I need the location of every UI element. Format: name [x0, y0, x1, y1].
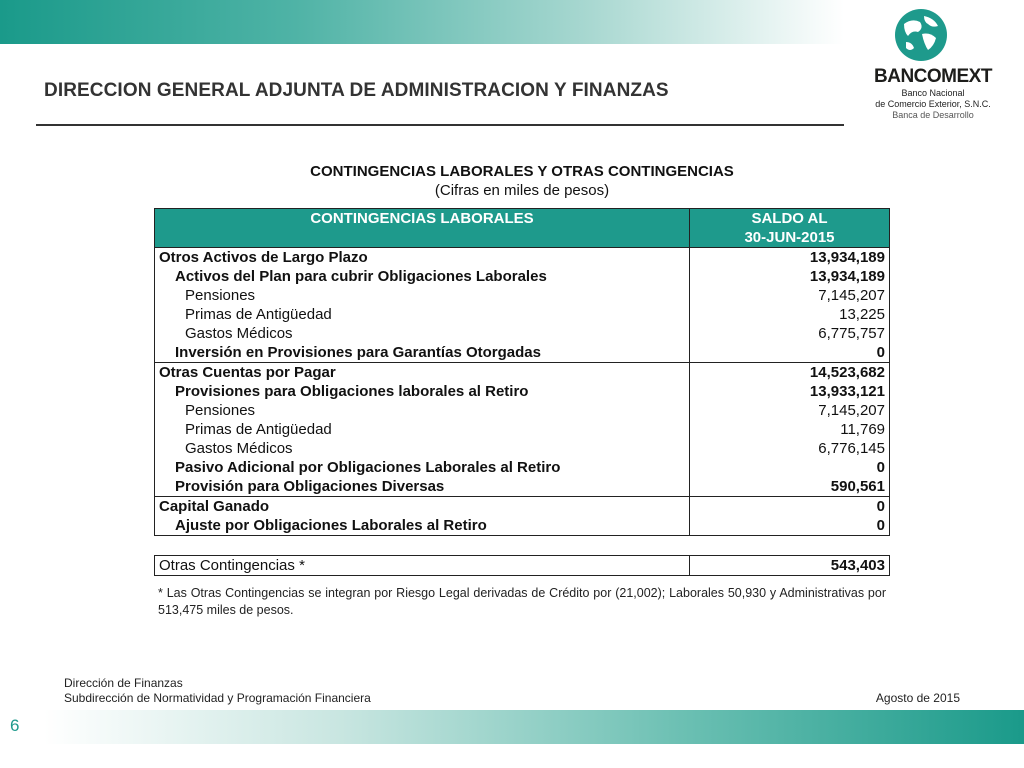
table-row: [155, 343, 890, 363]
row-label: Pasivo Adicional por Obligaciones Laborales al Retiro: [155, 458, 690, 477]
table-row: [155, 267, 890, 286]
other-contingencies-table: [154, 555, 890, 576]
other-contingencies-label: Otras Contingencias *: [155, 556, 690, 576]
row-value: 7,145,207: [690, 286, 890, 305]
row-label: Otros Activos de Largo Plazo: [155, 248, 690, 268]
table-row: [155, 248, 890, 268]
row-value: 0: [690, 343, 890, 363]
other-contingencies-value: 543,403: [690, 556, 890, 576]
row-value: 14,523,682: [690, 363, 890, 383]
row-value: 6,775,757: [690, 324, 890, 343]
table-row: [155, 363, 890, 383]
table-row: [155, 420, 890, 439]
footer-date: Agosto de 2015: [875, 691, 960, 705]
report-title: CONTINGENCIAS LABORALES Y OTRAS CONTINGENCIAS: [310, 163, 734, 180]
row-value: 0: [690, 516, 890, 536]
row-label: Provisión para Obligaciones Diversas: [155, 477, 690, 497]
table-row: [155, 439, 890, 458]
footnote: * Las Otras Contingencias se integran por Riesgo Legal derivadas de Crédito por (21,002); Laborales 50,930 y Administrativas por 513,475 miles de pesos.: [158, 586, 886, 617]
table-row: [155, 286, 890, 305]
logo-brand-name: BANCOMEXT: [874, 66, 992, 87]
row-value: 0: [690, 497, 890, 517]
row-value: 11,769: [690, 420, 890, 439]
table-row: [155, 324, 890, 343]
row-label: Pensiones: [155, 401, 690, 420]
logo-line-2: de Comercio Exterior, S.N.C.: [875, 99, 991, 109]
row-value: 0: [690, 458, 890, 477]
contingencies-table: [154, 208, 890, 536]
page-number: 6: [10, 716, 20, 735]
row-label: Otras Cuentas por Pagar: [155, 363, 690, 383]
table-row: [155, 556, 890, 576]
table-row: [155, 477, 890, 497]
row-label: Gastos Médicos: [155, 324, 690, 343]
globe-icon: [894, 8, 948, 62]
column-header-balance-line2: 30-JUN-2015: [744, 229, 835, 246]
table-header-row: [155, 209, 890, 248]
title-divider: [36, 124, 844, 126]
footer-department: Dirección de Finanzas: [64, 676, 183, 690]
row-label: Pensiones: [155, 286, 690, 305]
logo-line-3: Banca de Desarrollo: [892, 110, 974, 120]
row-value: 6,776,145: [690, 439, 890, 458]
row-value: 13,934,189: [690, 267, 890, 286]
table-row: [155, 458, 890, 477]
row-value: 13,225: [690, 305, 890, 324]
row-label: Activos del Plan para cubrir Obligaciones Laborales: [155, 267, 690, 286]
report-subtitle: (Cifras en miles de pesos): [434, 182, 610, 199]
page-title: DIRECCION GENERAL ADJUNTA DE ADMINISTRACION Y FINANZAS: [44, 80, 669, 101]
row-label: Ajuste por Obligaciones Laborales al Retiro: [155, 516, 690, 536]
bottom-decorative-band: [44, 710, 1024, 744]
table-row: [155, 305, 890, 324]
column-header-concept: CONTINGENCIAS LABORALES: [155, 209, 690, 248]
row-value: 13,934,189: [690, 248, 890, 268]
table-row: [155, 382, 890, 401]
row-label: Inversión en Provisiones para Garantías Otorgadas: [155, 343, 690, 363]
column-header-balance: [690, 209, 890, 248]
logo-line-1: Banco Nacional: [901, 88, 965, 98]
row-label: Primas de Antigüedad: [155, 420, 690, 439]
row-value: 590,561: [690, 477, 890, 497]
row-label: Capital Ganado: [155, 497, 690, 517]
column-header-balance-line1: SALDO AL: [751, 210, 828, 227]
table-row: [155, 516, 890, 536]
row-label: Provisiones para Obligaciones laborales al Retiro: [155, 382, 690, 401]
footer-subdepartment: Subdirección de Normatividad y Programación Financiera: [64, 691, 371, 705]
row-value: 13,933,121: [690, 382, 890, 401]
top-decorative-band: [0, 0, 844, 44]
row-label: Primas de Antigüedad: [155, 305, 690, 324]
table-row: [155, 497, 890, 517]
row-label: Gastos Médicos: [155, 439, 690, 458]
table-row: [155, 401, 890, 420]
bancomext-logo: [858, 8, 1008, 128]
row-value: 7,145,207: [690, 401, 890, 420]
